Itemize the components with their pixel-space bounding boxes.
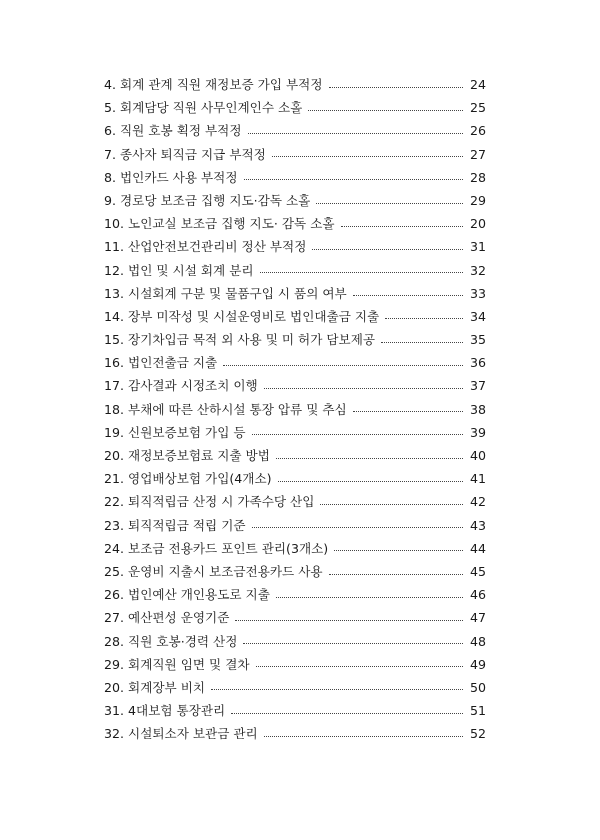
toc-entry-page-number: 25	[469, 100, 486, 116]
table-of-contents	[104, 73, 486, 745]
toc-entry[interactable]	[104, 96, 486, 119]
dot-leader	[329, 86, 463, 88]
dot-leader	[223, 364, 463, 366]
toc-entry-page-number: 34	[469, 308, 486, 324]
toc-entry[interactable]	[104, 166, 486, 189]
toc-entry-title: 13. 시설회계 구분 및 물품구입 시 품의 여부	[104, 285, 347, 301]
toc-entry[interactable]	[104, 212, 486, 235]
toc-entry-page-number: 33	[469, 285, 486, 301]
dot-leader	[329, 573, 463, 575]
dot-leader	[316, 202, 463, 204]
dot-leader	[278, 480, 463, 482]
toc-entry-title: 11. 산업안전보건관리비 정산 부적정	[104, 239, 307, 255]
toc-entry-page-number: 45	[469, 563, 486, 579]
dot-leader	[248, 132, 463, 134]
toc-entry-title: 4. 회계 관계 직원 재정보증 가입 부적정	[104, 77, 323, 92]
toc-entry-title: 23. 퇴직적립금 적립 기준	[104, 517, 246, 533]
toc-entry[interactable]	[104, 583, 486, 606]
toc-entry[interactable]	[104, 653, 486, 676]
toc-entry-title: 16. 법인전출금 지출	[104, 355, 218, 371]
toc-entry-title: 28. 직원 호봉·경력 산정	[104, 633, 238, 649]
toc-entry-title: 21. 영업배상보험 가입(4개소)	[104, 471, 272, 487]
dot-leader	[276, 596, 463, 598]
dot-leader	[272, 155, 463, 157]
toc-entry-page-number: 49	[469, 656, 486, 672]
dot-leader	[231, 712, 463, 714]
toc-entry[interactable]	[104, 119, 486, 142]
toc-entry[interactable]	[104, 73, 486, 96]
toc-entry-page-number: 43	[469, 517, 486, 533]
toc-entry-page-number: 46	[469, 587, 486, 603]
toc-entry[interactable]	[104, 699, 486, 722]
toc-entry-title: 10. 노인교실 보조금 집행 지도· 감독 소홀	[104, 216, 335, 232]
toc-entry[interactable]	[104, 537, 486, 560]
toc-entry-title: 31. 4대보험 통장관리	[104, 703, 226, 719]
toc-entry-page-number: 42	[469, 494, 486, 510]
toc-entry-page-number: 38	[469, 401, 486, 417]
toc-entry[interactable]	[104, 606, 486, 629]
dot-leader	[385, 317, 463, 319]
toc-entry[interactable]	[104, 189, 486, 212]
dot-leader	[334, 549, 463, 551]
toc-entry-page-number: 51	[469, 703, 486, 719]
toc-entry-title: 8. 법인카드 사용 부적정	[104, 169, 238, 185]
dot-leader	[353, 410, 463, 412]
dot-leader	[276, 457, 463, 459]
toc-entry-title: 17. 감사결과 시정조치 이행	[104, 378, 258, 394]
toc-entry-page-number: 27	[469, 146, 486, 162]
toc-entry[interactable]	[104, 560, 486, 583]
toc-entry-page-number: 50	[469, 679, 486, 695]
dot-leader	[243, 642, 463, 644]
toc-entry[interactable]	[104, 374, 486, 397]
toc-entry[interactable]	[104, 676, 486, 699]
dot-leader	[256, 665, 463, 667]
toc-entry[interactable]	[104, 328, 486, 351]
toc-entry-title: 18. 부채에 따른 산하시설 통장 압류 및 추심	[104, 401, 347, 417]
toc-entry-title: 24. 보조금 전용카드 포인트 관리(3개소)	[104, 540, 329, 556]
toc-entry-title: 29. 회계직원 임면 및 결차	[104, 656, 250, 672]
dot-leader	[211, 688, 463, 690]
toc-entry-page-number: 48	[469, 633, 486, 649]
toc-entry-page-number: 36	[469, 355, 486, 371]
toc-entry-title: 7. 종사자 퇴직금 지급 부적정	[104, 146, 266, 162]
toc-entry-page-number: 32	[469, 262, 486, 278]
toc-entry-title: 25. 운영비 지출시 보조금전용카드 사용	[104, 563, 323, 579]
dot-leader	[235, 619, 463, 621]
toc-entry-page-number: 29	[469, 192, 486, 208]
dot-leader	[260, 271, 463, 273]
toc-entry-page-number: 40	[469, 448, 486, 463]
toc-entry-title: 19. 신원보증보험 가입 등	[104, 424, 246, 440]
toc-entry-title: 20. 회계장부 비치	[104, 679, 206, 695]
toc-entry-title: 20. 재정보증보험료 지출 방법	[104, 448, 270, 463]
toc-entry[interactable]	[104, 490, 486, 513]
toc-entry[interactable]	[104, 351, 486, 374]
toc-entry-title: 12. 법인 및 시설 회계 분리	[104, 262, 254, 278]
toc-entry-title: 6. 직원 호봉 획정 부적정	[104, 123, 242, 139]
toc-entry[interactable]	[104, 235, 486, 258]
dot-leader	[312, 248, 463, 250]
dot-leader	[320, 503, 463, 505]
toc-entry-page-number: 28	[469, 169, 486, 185]
toc-entry[interactable]	[104, 259, 486, 282]
dot-leader	[252, 526, 463, 528]
dot-leader	[353, 294, 463, 296]
toc-entry-page-number: 47	[469, 610, 486, 626]
toc-entry-page-number: 24	[469, 77, 486, 92]
toc-entry[interactable]	[104, 143, 486, 166]
toc-entry[interactable]	[104, 630, 486, 653]
toc-entry-title: 15. 장기차입금 목적 외 사용 및 미 허가 담보제공	[104, 332, 376, 348]
dot-leader	[308, 109, 463, 111]
toc-entry[interactable]	[104, 444, 486, 467]
toc-entry-page-number: 52	[469, 726, 486, 742]
toc-entry[interactable]	[104, 722, 486, 745]
toc-entry-page-number: 35	[469, 332, 486, 348]
toc-entry[interactable]	[104, 398, 486, 421]
toc-entry-page-number: 37	[469, 378, 486, 394]
dot-leader	[341, 225, 463, 227]
toc-entry-title: 32. 시설퇴소자 보관금 관리	[104, 726, 258, 742]
toc-entry-page-number: 20	[469, 216, 486, 232]
toc-entry[interactable]	[104, 421, 486, 444]
toc-entry[interactable]	[104, 467, 486, 490]
toc-entry-title: 22. 퇴직적립금 산정 시 가족수당 산입	[104, 494, 315, 510]
toc-entry[interactable]	[104, 305, 486, 328]
dot-leader	[264, 735, 463, 737]
toc-entry-title: 14. 장부 미작성 및 시설운영비로 법인대출금 지출	[104, 308, 380, 324]
toc-entry-page-number: 31	[469, 239, 486, 255]
toc-entry-title: 9. 경로당 보조금 집행 지도·감독 소홀	[104, 192, 311, 208]
toc-entry-title: 5. 회계담당 직원 사무인계인수 소홀	[104, 100, 303, 116]
dot-leader	[244, 178, 463, 180]
dot-leader	[264, 387, 463, 389]
toc-entry-page-number: 26	[469, 123, 486, 139]
toc-entry-title: 26. 법인예산 개인용도로 지출	[104, 587, 270, 603]
toc-entry-page-number: 39	[469, 424, 486, 440]
dot-leader	[252, 433, 463, 435]
toc-entry-title: 27. 예산편성 운영기준	[104, 610, 230, 626]
dot-leader	[381, 341, 463, 343]
toc-entry-page-number: 41	[469, 471, 486, 487]
toc-entry[interactable]	[104, 514, 486, 537]
toc-entry-page-number: 44	[469, 540, 486, 556]
toc-entry[interactable]	[104, 282, 486, 305]
